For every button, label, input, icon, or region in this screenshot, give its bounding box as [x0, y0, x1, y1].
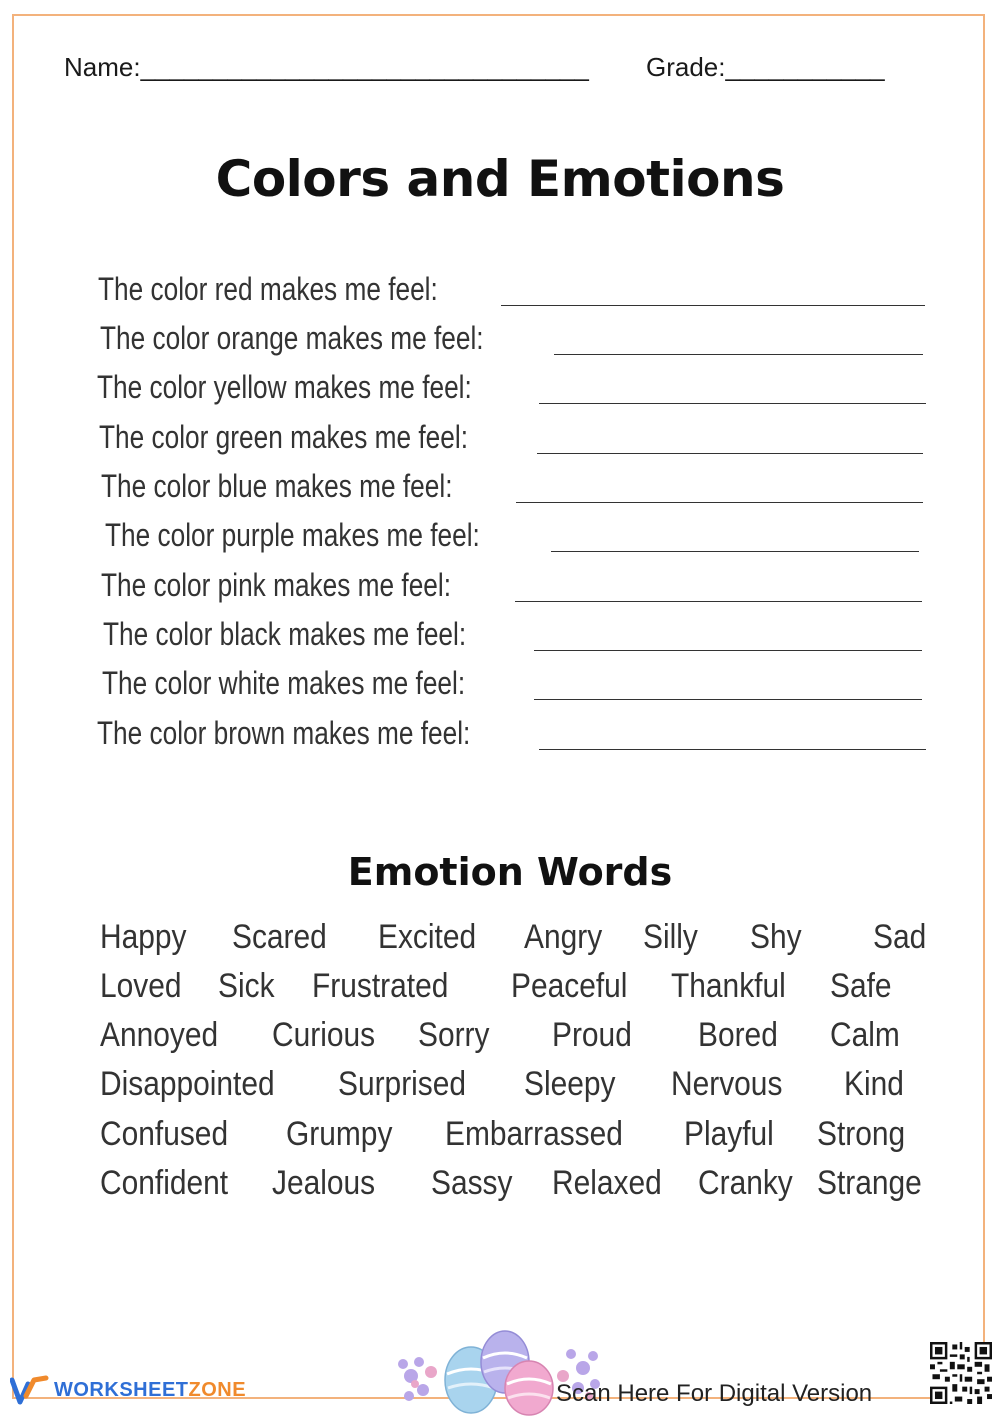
- prompt-pink: [101, 564, 528, 604]
- prompt-label: The color yellow makes me feel:: [97, 369, 472, 405]
- emotion-word: Strange: [817, 1164, 922, 1202]
- emotion-word: Confused: [100, 1115, 229, 1153]
- emotion-word: Peaceful: [511, 967, 628, 1005]
- emotion-word: Angry: [524, 918, 603, 956]
- emotion-word: Excited: [378, 918, 477, 956]
- emotion-word: Bored: [698, 1016, 778, 1054]
- emotion-word: Nervous: [671, 1065, 783, 1103]
- header: [64, 52, 944, 92]
- emotion-word: Curious: [272, 1016, 376, 1054]
- emotion-word: Disappointed: [100, 1065, 275, 1103]
- name-field[interactable]: Name:_______________________________: [64, 52, 589, 82]
- prompt-black: [103, 613, 546, 653]
- logo-wordmark: WORKSHEETZONE: [54, 1378, 247, 1401]
- prompt-white: [102, 662, 545, 702]
- answer-line[interactable]: [515, 601, 922, 602]
- emotion-word: Sorry: [418, 1016, 490, 1054]
- prompt-label: The color red makes me feel:: [98, 271, 438, 307]
- prompt-label: The color white makes me feel:: [102, 665, 466, 701]
- emotion-word: Grumpy: [286, 1115, 393, 1153]
- worksheetzone-logo[interactable]: [10, 1372, 246, 1408]
- prompt-green: [99, 416, 549, 456]
- prompt-label: The color black makes me feel:: [103, 616, 467, 652]
- prompt-label: The color pink makes me feel:: [101, 567, 452, 603]
- prompt-yellow: [97, 366, 554, 406]
- emotion-word: Sleepy: [524, 1065, 616, 1103]
- emotion-word: Surprised: [338, 1065, 467, 1103]
- prompt-orange: [100, 317, 568, 357]
- emotion-word: Jealous: [272, 1164, 376, 1202]
- emotion-word: Confident: [100, 1164, 229, 1202]
- emotion-word: Strong: [817, 1115, 906, 1153]
- emotion-word: Safe: [830, 967, 892, 1005]
- emotion-word: Playful: [684, 1115, 774, 1153]
- emotion-word: Loved: [100, 967, 182, 1005]
- answer-line[interactable]: [554, 354, 923, 355]
- emotion-word: Frustrated: [312, 967, 449, 1005]
- emotion-word: Kind: [844, 1065, 904, 1103]
- prompt-label: The color green makes me feel:: [99, 419, 468, 455]
- emotion-word: Cranky: [698, 1164, 793, 1202]
- emotion-word: Scared: [232, 918, 327, 956]
- emotion-word: Embarrassed: [445, 1115, 623, 1153]
- answer-line[interactable]: [551, 551, 919, 552]
- prompt-label: The color purple makes me feel:: [105, 517, 480, 553]
- emotion-word: Relaxed: [552, 1164, 662, 1202]
- emotion-word: Silly: [643, 918, 698, 956]
- emotion-word: Shy: [750, 918, 802, 956]
- answer-line[interactable]: [516, 502, 923, 503]
- answer-line[interactable]: [537, 453, 923, 454]
- prompt-blue: [101, 465, 530, 505]
- emotion-word: Thankful: [671, 967, 786, 1005]
- prompt-label: The color blue makes me feel:: [101, 468, 453, 504]
- emotion-word: Proud: [552, 1016, 632, 1054]
- prompt-label: The color brown makes me feel:: [97, 715, 471, 751]
- emotion-word: Sick: [218, 967, 275, 1005]
- emotion-word: Annoyed: [100, 1016, 219, 1054]
- emotion-word: Happy: [100, 918, 187, 956]
- scan-instruction: Scan Here For Digital Version: [556, 1380, 873, 1407]
- answer-line[interactable]: [501, 305, 925, 306]
- logo-check-icon: [10, 1374, 50, 1406]
- qr-code-icon[interactable]: [930, 1342, 992, 1404]
- answer-line[interactable]: [539, 749, 926, 750]
- emotion-word: Sad: [873, 918, 927, 956]
- page-title: Colors and Emotions: [215, 150, 785, 208]
- prompt-red: [98, 268, 512, 308]
- section-title: Emotion Words: [347, 850, 673, 894]
- answer-line[interactable]: [534, 650, 922, 651]
- prompt-label: The color orange makes me feel:: [100, 320, 484, 356]
- emotion-word: Calm: [830, 1016, 900, 1054]
- prompt-purple: [105, 514, 562, 554]
- answer-line[interactable]: [534, 699, 922, 700]
- answer-line[interactable]: [539, 403, 926, 404]
- grade-field[interactable]: Grade:___________: [646, 52, 885, 82]
- prompt-brown: [97, 712, 552, 752]
- footer: [0, 1320, 1000, 1414]
- emotion-word: Sassy: [431, 1164, 513, 1202]
